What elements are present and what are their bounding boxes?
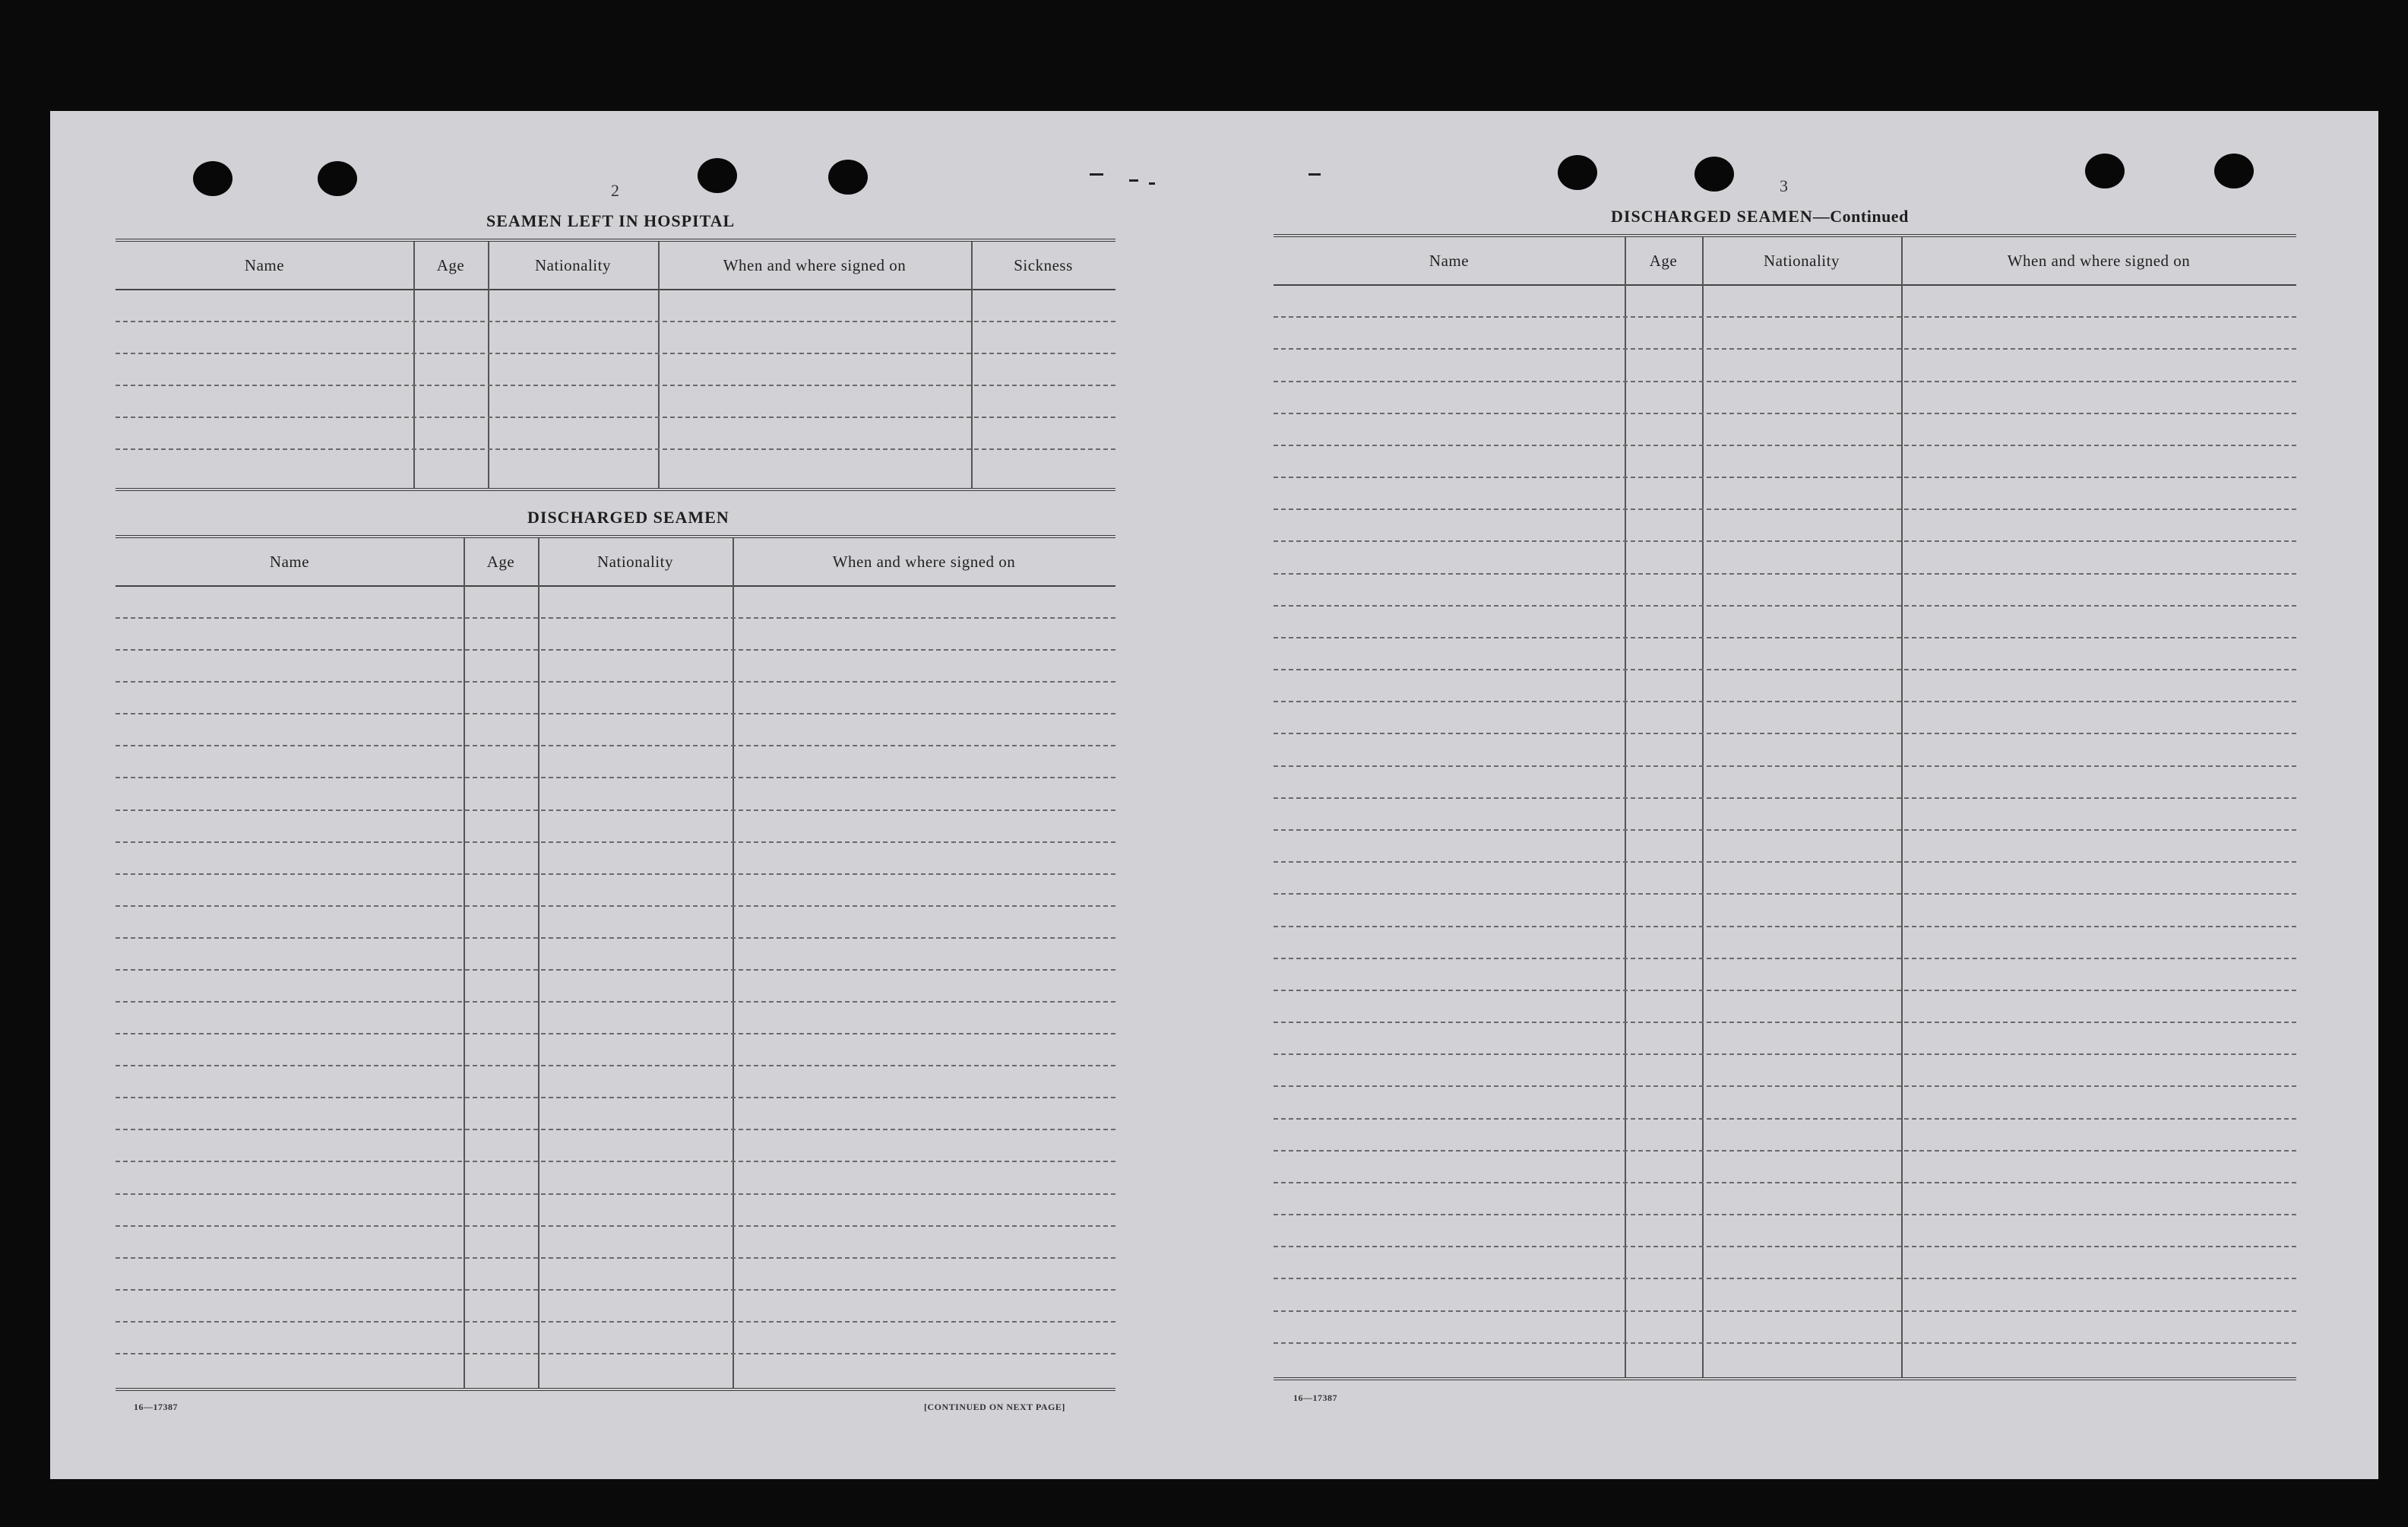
column-header-signed-on: When and where signed on [832, 552, 1016, 571]
stray-mark [1090, 173, 1103, 176]
table-row-line [1274, 1085, 2296, 1087]
discharged-continued-table-header [1274, 237, 2296, 286]
table-row-line [115, 1193, 1115, 1195]
column-header-name: Name [244, 255, 285, 274]
discharged-section-title: DISCHARGED SEAMEN [527, 508, 729, 527]
column-header-signed-on: When and where signed on [2007, 251, 2191, 270]
table-row-line [1274, 958, 2296, 959]
stray-mark [1129, 179, 1138, 182]
table-row-line [1274, 701, 2296, 702]
table-row-line [115, 1257, 1115, 1259]
table-row-line [115, 353, 1115, 354]
table-row-line [1274, 477, 2296, 478]
table-row-line [115, 1353, 1115, 1354]
table-row-line [115, 713, 1115, 714]
column-header-signed-on: When and where signed on [723, 255, 907, 274]
table-row-line [115, 1321, 1115, 1323]
table-row-line [1274, 797, 2296, 799]
table-row-line [1274, 893, 2296, 895]
table-row-line [115, 777, 1115, 778]
column-header-nationality: Nationality [1764, 251, 1840, 270]
discharged-continued-title-main: DISCHARGED SEAMEN [1611, 207, 1813, 226]
table-row-line [1274, 1022, 2296, 1023]
punch-hole-icon [193, 161, 233, 196]
table-row-line [1274, 990, 2296, 991]
column-divider [488, 242, 489, 488]
table-row-line [115, 937, 1115, 939]
column-divider [413, 242, 415, 488]
punch-hole-icon [1694, 157, 1734, 192]
table-row-line [1274, 1118, 2296, 1120]
table-row-line [1274, 573, 2296, 575]
punch-hole-icon [1558, 155, 1597, 190]
page-number-right: 3 [1780, 176, 1788, 195]
column-header-sickness: Sickness [1014, 255, 1073, 274]
column-divider [1702, 237, 1704, 1377]
discharged-continued-title [1611, 207, 1909, 227]
table-row-line [1274, 669, 2296, 670]
table-row-line [1274, 1182, 2296, 1183]
table-row-line [115, 1289, 1115, 1291]
column-divider [464, 538, 465, 1388]
table-row-line [115, 649, 1115, 651]
column-header-nationality: Nationality [597, 552, 673, 571]
punch-hole-icon [2085, 154, 2125, 188]
punch-hole-icon [318, 161, 357, 196]
table-row-line [1274, 637, 2296, 638]
table-row-line [1274, 1278, 2296, 1279]
table-row-line [115, 1033, 1115, 1034]
table-row-line [115, 417, 1115, 418]
table-row-line [115, 905, 1115, 907]
table-row-line [1274, 445, 2296, 446]
table-row-line [115, 448, 1115, 450]
column-header-age: Age [1649, 251, 1678, 270]
form-code-left: 16—17387 [134, 1402, 178, 1412]
table-row-line [115, 385, 1115, 386]
table-row-line [115, 873, 1115, 875]
table-row-line [1274, 1342, 2296, 1344]
table-row-line [1274, 861, 2296, 863]
table-row-line [1274, 1310, 2296, 1312]
table-row-line [1274, 381, 2296, 382]
punch-hole-icon [698, 158, 737, 193]
table-row-line [115, 1225, 1115, 1227]
table-row-line [1274, 1246, 2296, 1247]
table-row-line [115, 1161, 1115, 1162]
column-divider [1625, 237, 1626, 1377]
column-header-nationality: Nationality [535, 255, 611, 274]
table-row-line [115, 1129, 1115, 1130]
table-row-line [1274, 316, 2296, 318]
discharged-table-header [115, 538, 1115, 587]
column-header-name: Name [1429, 251, 1470, 270]
punch-hole-icon [2214, 154, 2254, 188]
table-row-line [1274, 605, 2296, 607]
table-row-line [115, 321, 1115, 322]
punch-hole-icon [828, 160, 868, 195]
table-row-line [1274, 1214, 2296, 1215]
hospital-table [115, 239, 1115, 491]
discharged-continued-title-suffix: —Continued [1812, 207, 1909, 226]
form-sheet [50, 111, 2378, 1479]
column-header-age: Age [486, 552, 515, 571]
table-row-line [115, 617, 1115, 619]
table-row-line [1274, 1053, 2296, 1055]
table-row-line [1274, 540, 2296, 542]
discharged-continued-table [1274, 234, 2296, 1380]
table-row-line [115, 969, 1115, 971]
table-row-line [1274, 765, 2296, 767]
table-row-line [1274, 413, 2296, 414]
column-header-name: Name [269, 552, 310, 571]
table-row-line [115, 1097, 1115, 1098]
table-row-line [1274, 829, 2296, 831]
column-divider [538, 538, 540, 1388]
stray-mark [1308, 173, 1321, 176]
column-divider [658, 242, 660, 488]
table-row-line [1274, 348, 2296, 350]
column-header-age: Age [436, 255, 465, 274]
stray-mark [1149, 182, 1155, 185]
hospital-section-title: SEAMEN LEFT IN HOSPITAL [486, 211, 736, 230]
table-row-line [1274, 926, 2296, 927]
column-divider [971, 242, 973, 488]
table-row-line [115, 1001, 1115, 1003]
table-row-line [115, 745, 1115, 746]
form-code-right: 16—17387 [1293, 1392, 1337, 1403]
column-divider [1901, 237, 1903, 1377]
continued-note: [CONTINUED ON NEXT PAGE] [924, 1402, 1065, 1412]
table-row-line [1274, 1150, 2296, 1152]
column-divider [733, 538, 734, 1388]
table-row-line [115, 809, 1115, 811]
table-row-line [1274, 508, 2296, 510]
table-row-line [115, 1065, 1115, 1066]
discharged-table [115, 535, 1115, 1391]
page-number-left: 2 [611, 181, 619, 200]
hospital-table-header [115, 242, 1115, 290]
table-row-line [115, 841, 1115, 843]
table-row-line [115, 681, 1115, 683]
table-row-line [1274, 733, 2296, 734]
